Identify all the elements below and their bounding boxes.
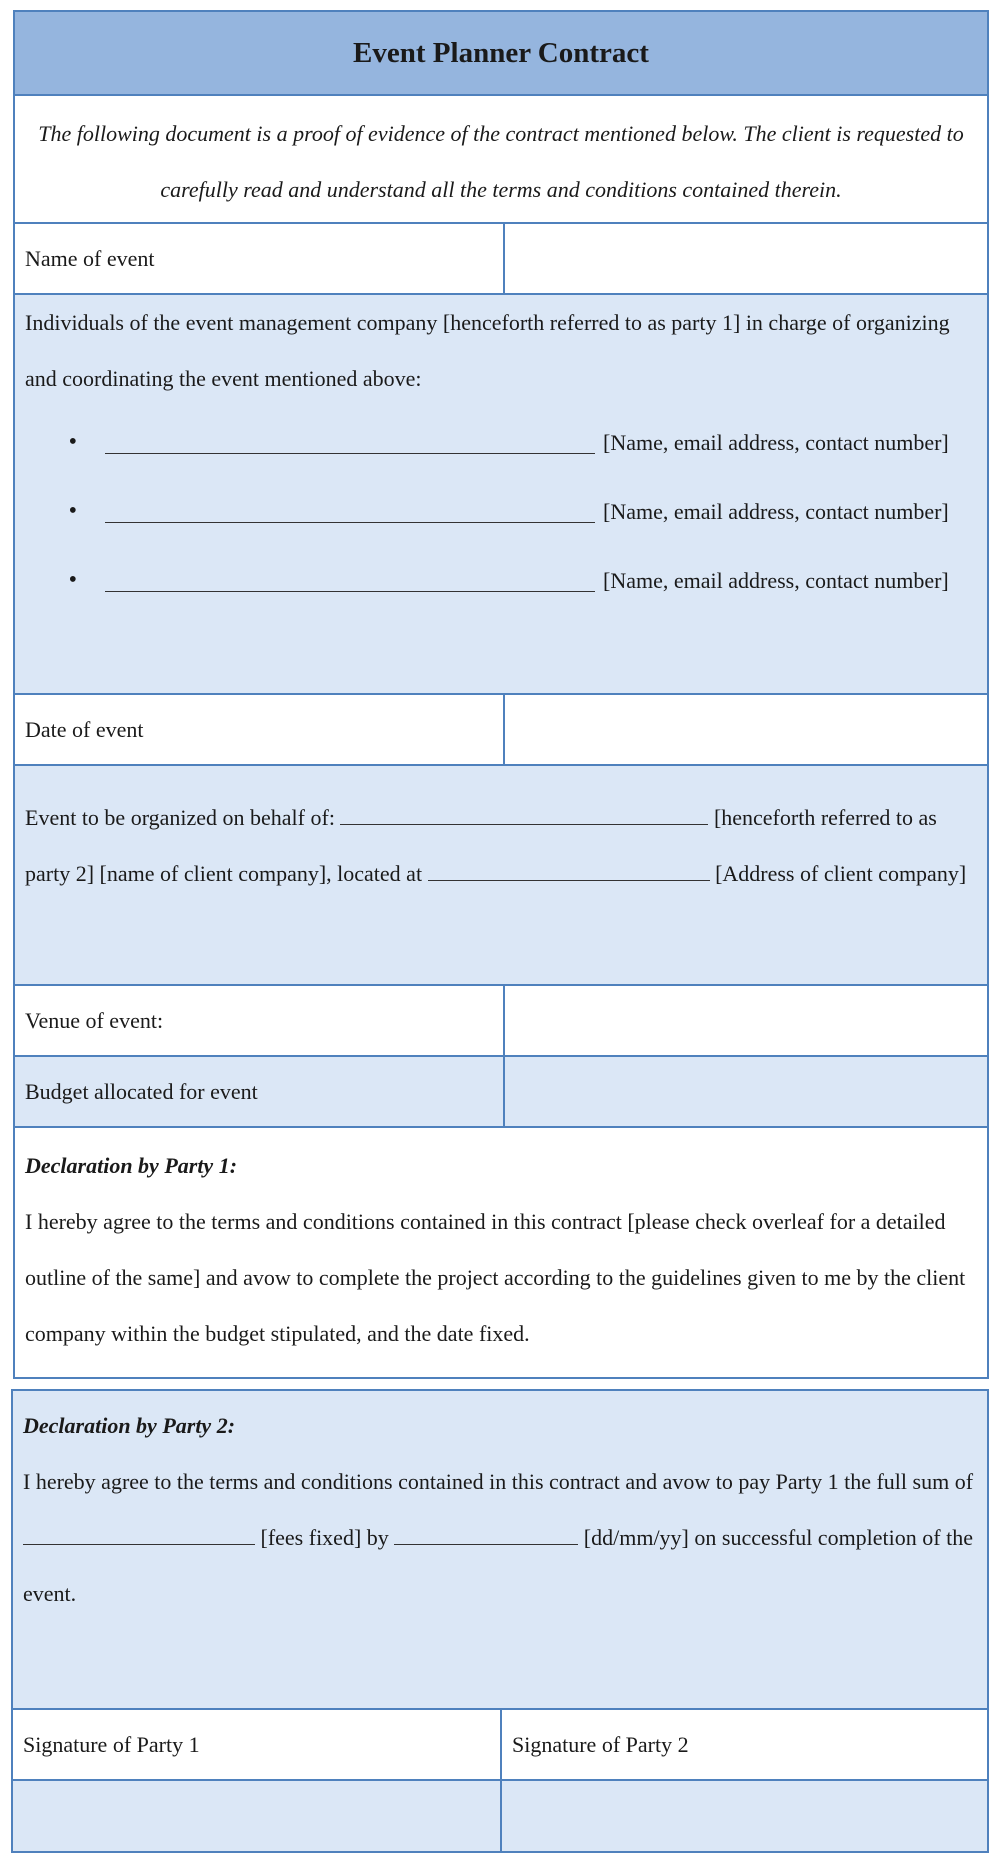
declaration-party1 [13, 1128, 989, 1379]
fees-blank[interactable] [23, 1520, 255, 1545]
behalf-text-3: [Address of client company] [715, 861, 967, 886]
individual-3-blank[interactable] [105, 569, 595, 592]
declaration-party1-body: I hereby agree to the terms and conditions contained in this contract [please check overleaf for a detailed outline of the same] and avow to complete the project according to the guidelines given to me by the client company within the budget stipulated, and the date fixed. [25, 1209, 966, 1346]
party1-individuals-list [15, 408, 987, 615]
individual-2-blank[interactable] [105, 500, 595, 523]
declaration-party2-text-3: [dd/mm/yy] on successful completion of the event. [23, 1525, 973, 1606]
declaration-party2-body [13, 1454, 987, 1622]
budget-field[interactable] [505, 1057, 987, 1126]
contract-form [13, 10, 989, 1379]
budget-row [13, 1057, 989, 1128]
bullet-icon: • [68, 567, 77, 593]
declaration-party2-text-1: I hereby agree to the terms and conditions contained in this contract and avow to pay Party 1 the full sum of [23, 1469, 974, 1494]
signature-fields-row [11, 1781, 989, 1853]
signature-party1-field[interactable] [13, 1781, 502, 1851]
budget-label: Budget allocated for event [15, 1057, 505, 1126]
bullet-icon: • [68, 429, 77, 455]
venue-field[interactable] [505, 986, 987, 1055]
date-of-event-field[interactable] [505, 695, 987, 764]
venue-row [13, 986, 989, 1057]
signature-party2-field[interactable] [502, 1781, 987, 1851]
bullet-suffix: [Name, email address, contact number] [603, 498, 949, 524]
party1-intro: Individuals of the event management company [henceforth referred to as party 1] in charge of organizing and coordinating the event mentioned above: [25, 310, 950, 391]
declaration-party1-title: Declaration by Party 1: [25, 1153, 238, 1178]
bullet-suffix: [Name, email address, contact number] [603, 429, 949, 455]
declaration-party2-title: Declaration by Party 2: [23, 1413, 236, 1438]
declaration-party2-text-2: [fees fixed] by [260, 1525, 389, 1550]
client-address-blank[interactable] [428, 856, 710, 881]
client-name-blank[interactable] [340, 800, 708, 825]
party1-individuals-section [13, 295, 989, 695]
list-item [15, 408, 987, 477]
page-title: Event Planner Contract [353, 36, 649, 69]
name-of-event-row [13, 224, 989, 295]
intro-text: The following document is a proof of evidence of the contract mentioned below. The client is requested to carefully read and understand all the terms and conditions contained therein. [13, 96, 989, 224]
due-date-blank[interactable] [394, 1520, 578, 1545]
name-of-event-label: Name of event [15, 224, 505, 293]
behalf-text-1: Event to be organized on behalf of: [25, 805, 335, 830]
behalf-paragraph [15, 790, 987, 902]
declaration-party2-heading [13, 1398, 987, 1454]
signature-labels-row [11, 1710, 989, 1781]
individual-1-blank[interactable] [105, 431, 595, 454]
signature-party1-label: Signature of Party 1 [13, 1710, 502, 1779]
declaration-party2 [11, 1389, 989, 1710]
name-of-event-field[interactable] [505, 224, 987, 293]
bullet-suffix: [Name, email address, contact number] [603, 567, 949, 593]
venue-label: Venue of event: [15, 986, 505, 1055]
form-header [13, 10, 989, 96]
party2-form [11, 1389, 989, 1853]
behalf-text-2: [henceforth referred to as party 2] [name of client company], located at [25, 805, 937, 886]
bullet-icon: • [68, 498, 77, 524]
behalf-section [13, 766, 989, 986]
list-item [15, 477, 987, 546]
signature-party2-label: Signature of Party 2 [512, 1731, 689, 1757]
declaration-party1-heading [15, 1138, 987, 1194]
list-item [15, 546, 987, 615]
date-of-event-label: Date of event [15, 695, 505, 764]
date-of-event-row [13, 695, 989, 766]
